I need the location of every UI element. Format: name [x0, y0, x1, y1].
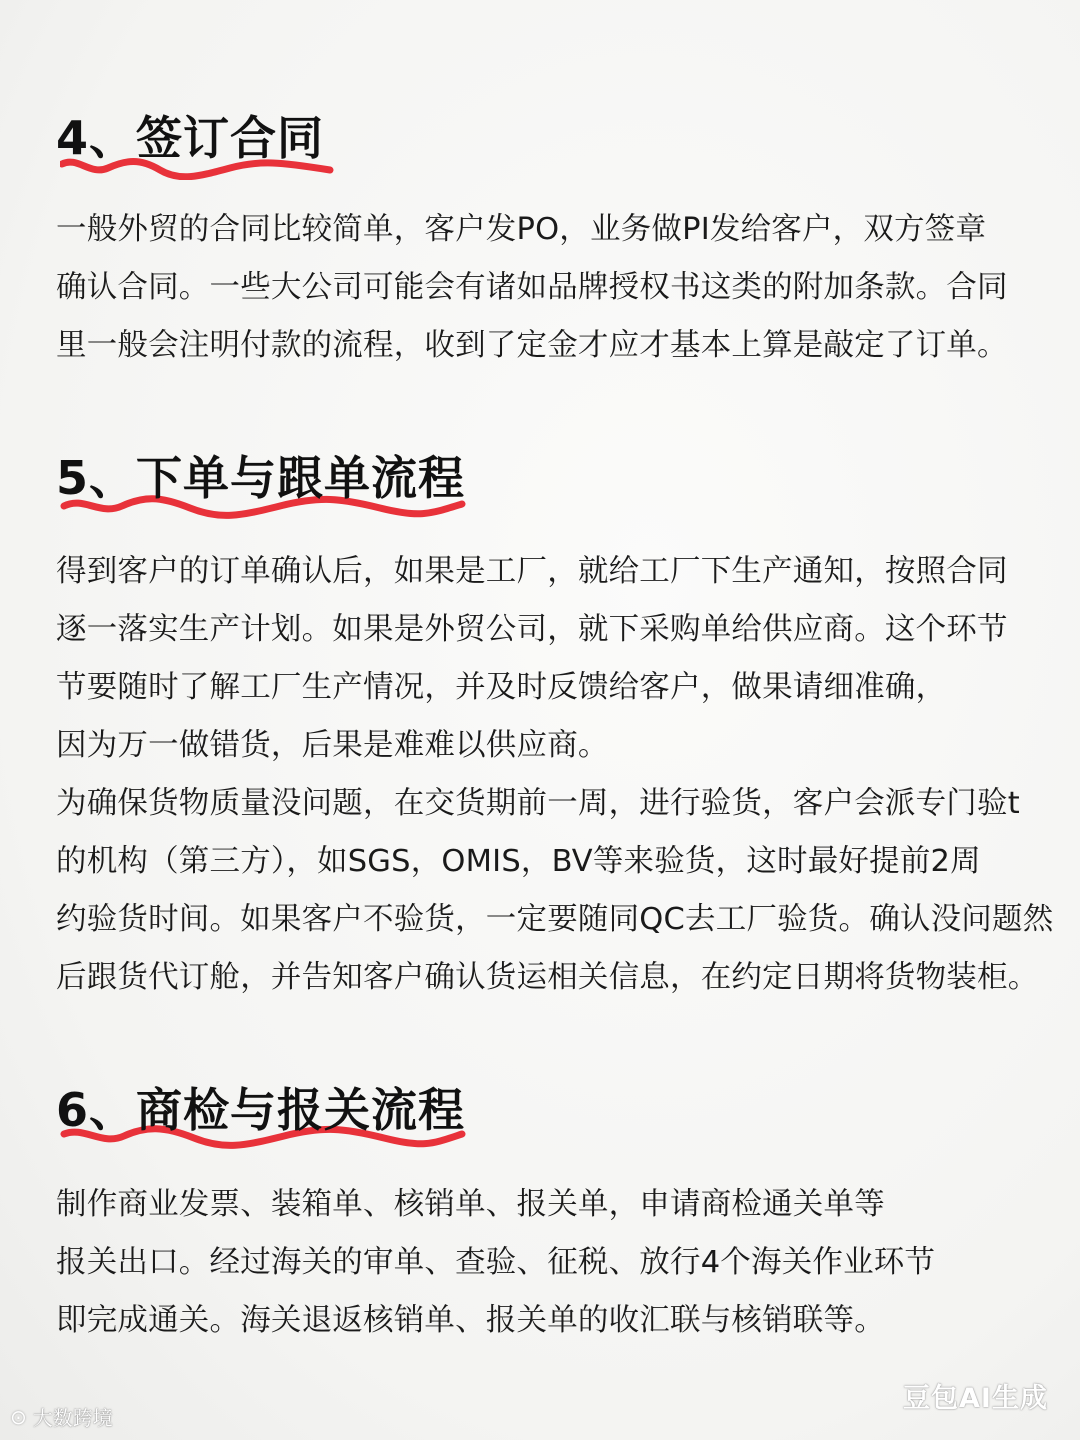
paragraph-line: 一般外贸的合同比较简单，客户发PO，业务做PI发给客户，双方签章 — [56, 212, 987, 247]
paragraph-line: 制作商业发票、装箱单、核销单、报关单，申请商检通关单等 — [56, 1187, 885, 1222]
brand-logo-icon: ⊙ — [10, 1404, 27, 1429]
section-5-body — [56, 543, 1054, 1007]
section-5 — [56, 448, 1036, 508]
watermark-left — [10, 1402, 113, 1431]
paragraph-line: 因为万一做错货，后果是难难以供应商。 — [56, 728, 609, 763]
section-heading: 5、下单与跟单流程 — [56, 451, 466, 505]
section-heading: 4、签订合同 — [56, 111, 325, 165]
paragraph-line: 约验货时间。如果客户不验货，一定要随同QC去工厂验货。确认没问题然 — [56, 902, 1054, 937]
paragraph-line: 为确保货物质量没问题，在交货期前一周，进行验货，客户会派专门验t — [56, 786, 1020, 821]
section-4-body — [56, 201, 1036, 375]
watermark-brand-text: 大数跨境 — [32, 1406, 113, 1430]
paragraph-line: 即完成通关。海关退返核销单、报关单的收汇联与核销联等。 — [56, 1303, 885, 1338]
paragraph-line: 逐一落实生产计划。如果是外贸公司，就下采购单给供应商。这个环节 — [56, 612, 1008, 647]
paragraph-line: 后跟货代订舱，并告知客户确认货运相关信息，在约定日期将货物装柜。 — [56, 960, 1039, 995]
paragraph-line: 得到客户的订单确认后，如果是工厂，就给工厂下生产通知，按照合同 — [56, 554, 1008, 589]
watermark-ai-generated: 豆包AI生成 — [903, 1383, 1048, 1414]
section-4 — [56, 108, 1036, 168]
section-6 — [56, 1080, 1036, 1140]
paragraph-line: 节要随时了解工厂生产情况，并及时反馈给客户，做果请细准确， — [56, 670, 947, 705]
section-6-body — [56, 1176, 1036, 1350]
section-heading: 6、商检与报关流程 — [56, 1083, 466, 1137]
paragraph-line: 的机构（第三方），如SGS，OMIS，BV等来验货，这时最好提前2周 — [56, 844, 981, 879]
paragraph-line: 确认合同。一些大公司可能会有诸如品牌授权书这类的附加条款。合同 — [56, 270, 1008, 305]
paragraph-line: 里一般会注明付款的流程，收到了定金才应才基本上算是敲定了订单。 — [56, 328, 1008, 363]
paragraph-line: 报关出口。经过海关的审单、查验、征税、放行4个海关作业环节 — [56, 1245, 936, 1280]
